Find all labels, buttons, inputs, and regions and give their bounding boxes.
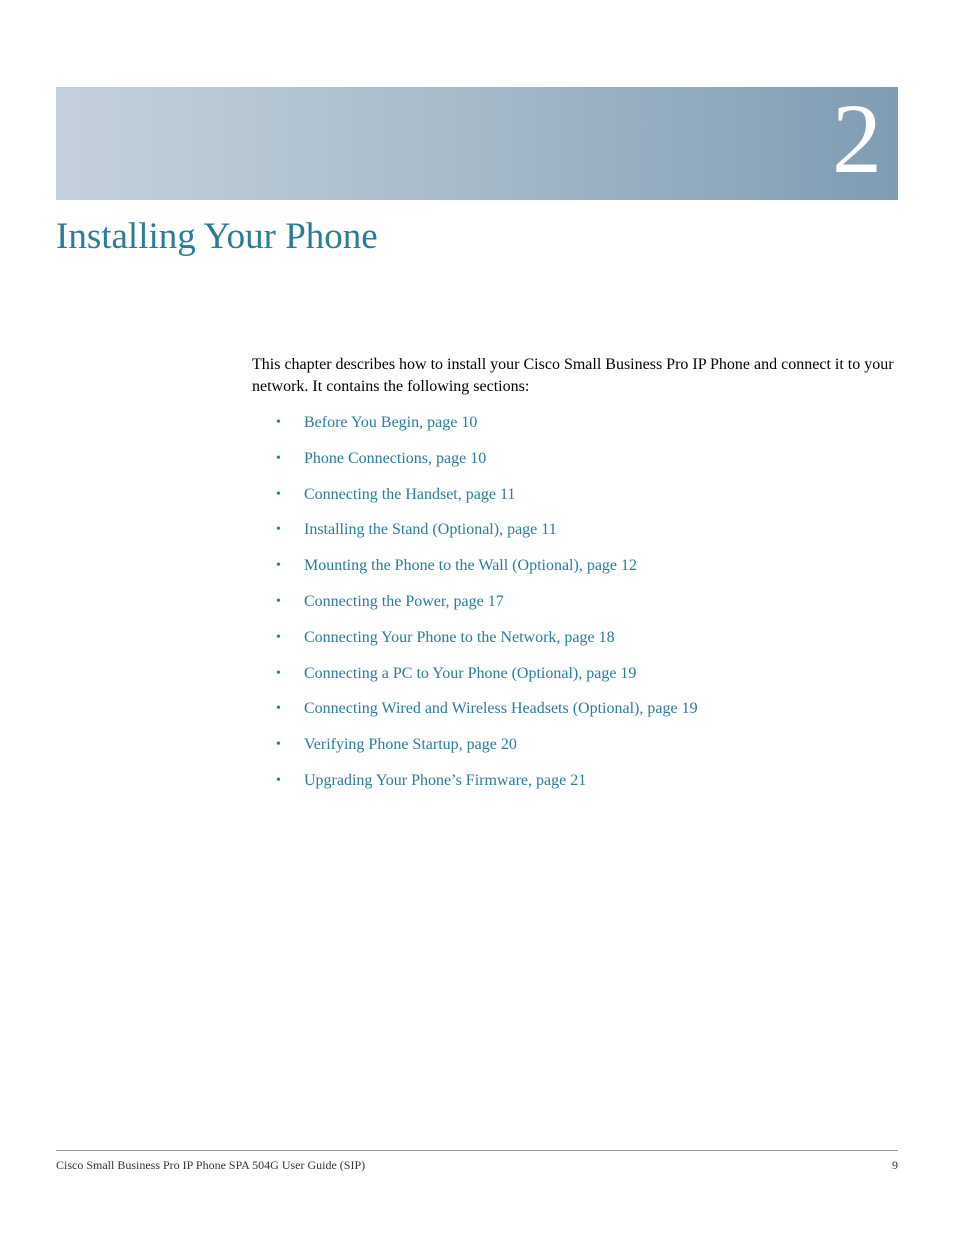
section-item-phone-connections xyxy=(276,446,896,482)
bullet-icon: • xyxy=(276,415,281,430)
chapter-number: 2 xyxy=(832,83,882,194)
chapter-banner xyxy=(56,83,898,200)
section-item-connecting-power xyxy=(276,589,896,625)
section-link-upgrading-firmware[interactable]: Upgrading Your Phone’s Firmware, page 21 xyxy=(304,771,587,789)
bullet-icon: • xyxy=(276,772,281,788)
section-item-connecting-pc xyxy=(276,661,896,697)
section-link-connecting-network[interactable]: Connecting Your Phone to the Network, page 18 xyxy=(304,628,615,646)
section-item-connecting-headsets xyxy=(276,696,896,732)
bullet-icon: • xyxy=(276,593,281,609)
section-item-upgrading-firmware xyxy=(276,768,896,804)
bullet-icon: • xyxy=(276,522,281,538)
section-link-connecting-pc[interactable]: Connecting a PC to Your Phone (Optional), page 19 xyxy=(304,664,637,682)
section-item-connecting-network xyxy=(276,625,896,661)
bullet-icon: • xyxy=(276,486,281,502)
bullet-icon: • xyxy=(276,629,281,645)
section-link-connecting-power[interactable]: Connecting the Power, page 17 xyxy=(304,592,504,610)
chapter-title: Installing Your Phone xyxy=(56,216,378,257)
bullet-icon: • xyxy=(276,701,281,717)
section-item-installing-stand xyxy=(276,517,896,553)
chapter-intro: This chapter describes how to install your Cisco Small Business Pro IP Phone and connect it to your network. It contains the following sections: xyxy=(252,356,894,395)
section-link-connecting-headsets[interactable]: Connecting Wired and Wireless Headsets (Optional), page 19 xyxy=(304,700,698,718)
section-link-installing-stand[interactable]: Installing the Stand (Optional), page 11 xyxy=(304,521,557,539)
footer-page-number: 9 xyxy=(892,1158,898,1172)
footer-document-title: Cisco Small Business Pro IP Phone SPA 504G User Guide (SIP) xyxy=(56,1158,366,1172)
section-link-connecting-handset[interactable]: Connecting the Handset, page 11 xyxy=(304,485,516,503)
section-item-connecting-handset xyxy=(276,482,896,518)
section-link-mounting-wall[interactable]: Mounting the Phone to the Wall (Optional), page 12 xyxy=(304,557,638,575)
bullet-icon: • xyxy=(276,737,281,753)
bullet-icon: • xyxy=(276,665,281,681)
footer-divider xyxy=(56,1150,898,1151)
section-item-before-you-begin xyxy=(276,410,896,446)
bullet-icon: • xyxy=(276,450,281,466)
section-item-mounting-wall xyxy=(276,553,896,589)
bullet-icon: • xyxy=(276,558,281,574)
section-link-phone-connections[interactable]: Phone Connections, page 10 xyxy=(304,449,487,467)
section-link-before-you-begin[interactable]: Before You Begin, page 10 xyxy=(304,414,478,431)
section-item-verifying-startup xyxy=(276,732,896,768)
section-list xyxy=(276,410,896,804)
section-link-verifying-startup[interactable]: Verifying Phone Startup, page 20 xyxy=(304,736,517,754)
